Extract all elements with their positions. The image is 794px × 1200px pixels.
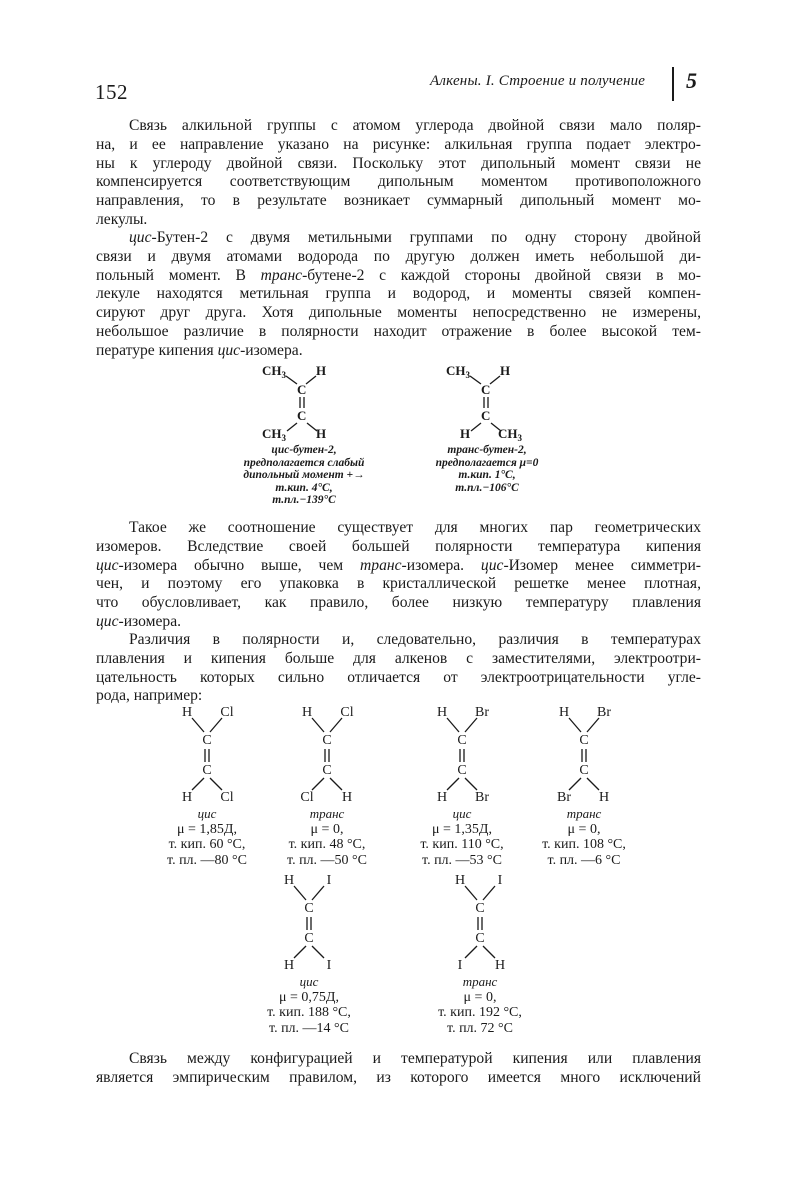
- text-line: Различия в полярности и, следовательно, различия в температурах: [129, 631, 701, 648]
- atom-label: H: [341, 790, 353, 805]
- bond-line: [294, 886, 306, 900]
- isomer-name: цис: [197, 806, 217, 821]
- atom-label: H: [181, 790, 193, 805]
- melting-point: т. пл. —53 °С: [422, 852, 502, 868]
- carbon-atom: C: [304, 901, 314, 916]
- melting-point: т. пл. —14 °С: [269, 1020, 349, 1036]
- text-run: -Изомер менее симметри-: [503, 556, 701, 574]
- haloalkene-caption: [147, 806, 267, 868]
- text-line: сируют друг друга. Хотя дипольные моменты непосредственно не измерены,: [96, 304, 701, 322]
- atom-label: Br: [475, 790, 489, 805]
- carbon-atom: C: [579, 733, 589, 748]
- running-title: Алкены. I. Строение и получение: [430, 73, 646, 89]
- melting-point: т.пл.−106°С: [455, 481, 519, 494]
- melting-point: т. пл. 72 °С: [447, 1020, 513, 1036]
- isomer-name: транс: [462, 974, 498, 989]
- dipole-moment: μ = 0,: [567, 821, 601, 837]
- bond-line: [312, 718, 324, 732]
- carbon-atom: C: [322, 733, 332, 748]
- carbon-atom: C: [475, 931, 485, 946]
- atom-label: H: [598, 790, 610, 805]
- text-line: [96, 557, 701, 576]
- caption-line: предполагается μ=0: [435, 456, 539, 469]
- text-line: цательность которых сильно отличается от электроотрицательности угле-: [96, 668, 701, 686]
- haloalkene-caption: [267, 806, 387, 868]
- boiling-point: т.кип. 4°С,: [275, 481, 333, 494]
- cis-butene-structure: [262, 363, 326, 443]
- text-line: плавления и кипения больше для алкенов с заместителями, электроотри-: [96, 649, 701, 667]
- bond-line: [587, 718, 599, 732]
- atom-label: H: [301, 705, 313, 720]
- atom-label: H: [181, 705, 193, 720]
- text-line: лекуле находятся метильная группа и водород, и моменты связей компен-: [96, 285, 701, 303]
- carbon-atom: C: [202, 763, 212, 778]
- h-atom: H: [460, 426, 471, 441]
- melting-point: т.пл.−139°С: [272, 494, 336, 506]
- bond-line: [192, 718, 204, 732]
- bond-line: [312, 886, 324, 900]
- atom-label: H: [283, 958, 295, 973]
- caption-line: дипольный момент +→: [243, 469, 365, 481]
- text-run: польный момент. В: [96, 266, 261, 284]
- haloalkene-structure: [264, 872, 354, 972]
- text-line: является эмпирическим правилом, из которого имеется много исключений: [96, 1068, 701, 1086]
- bond-line: [470, 376, 481, 384]
- isomer-name: транс: [566, 806, 602, 821]
- carbon-atom: C: [297, 382, 307, 397]
- page-number: 152: [95, 80, 128, 104]
- atom-label: I: [326, 873, 332, 888]
- boiling-point: т.кип. 1°С,: [458, 469, 516, 481]
- boiling-point: т. кип. 188 °С,: [267, 1005, 351, 1020]
- h-atom: H: [316, 426, 327, 441]
- haloalkene-structure: [282, 704, 372, 804]
- atom-label: H: [436, 790, 448, 805]
- bond-line: [286, 376, 297, 384]
- text-line: Такое же соотношение существует для многих пар геометрических: [129, 519, 701, 536]
- ch3-group: $CH_3$: [498, 426, 522, 443]
- text-run: -изомера.: [401, 556, 481, 574]
- italic-term: транс: [360, 556, 402, 574]
- carbon-atom: C: [202, 733, 212, 748]
- text-run: -изомера обычно выше, чем: [118, 556, 361, 574]
- text-run: -Бутен-2 с двумя метильными группами по одну сторону двойной: [151, 229, 701, 246]
- bond-line: [483, 946, 495, 958]
- bond-line: [465, 886, 477, 900]
- dipole-moment: μ = 0,75Д,: [279, 989, 339, 1005]
- boiling-point: т. кип. 60 °С,: [168, 837, 246, 852]
- italic-term: цис: [96, 612, 119, 630]
- bond-line: [483, 886, 495, 900]
- dipole-moment: μ = 1,85Д,: [177, 821, 237, 837]
- text-line: направления, то в результате возникает суммарный дипольный момент мо-: [96, 192, 701, 210]
- text-line: чен, и поэтому его упаковка в кристаллической решетке менее плотная,: [96, 575, 701, 593]
- text-line: Связь алкильной группы с атомом углерода двойной связи мало поляр-: [129, 117, 701, 134]
- haloalkene-structure: [539, 704, 629, 804]
- caption-line: цис-бутен-2,: [271, 444, 337, 456]
- melting-point: т. пл. —80 °С: [167, 852, 247, 868]
- atom-label: H: [436, 705, 448, 720]
- dipole-moment: μ = 1,35Д,: [432, 821, 492, 837]
- atom-label: Br: [475, 705, 489, 720]
- atom-label: Br: [557, 790, 571, 805]
- text-line: [96, 613, 701, 632]
- text-line: на, и ее направление указано на рисунке: алкильная группа подает электро-: [96, 135, 701, 153]
- bond-line: [287, 423, 297, 431]
- atom-label: Cl: [220, 790, 234, 805]
- atom-label: Cl: [300, 790, 314, 805]
- bond-line: [294, 946, 306, 958]
- bond-line: [587, 778, 599, 790]
- ch3-group: $CH_3$: [446, 363, 470, 380]
- text-line: рода, например:: [96, 687, 203, 705]
- haloalkene-caption: [524, 806, 644, 868]
- carbon-atom: C: [475, 901, 485, 916]
- text-line: лекулы.: [96, 210, 148, 228]
- chapter-number: 5: [686, 68, 697, 93]
- atom-label: H: [283, 873, 295, 888]
- cis-butene-caption: [229, 444, 379, 507]
- ch3-group: $CH_3$: [262, 363, 286, 380]
- atom-label: Cl: [220, 705, 234, 720]
- dipole-moment: μ = 0,: [463, 989, 497, 1005]
- dipole-arrow-icon: +→: [346, 469, 365, 481]
- text-line: Связь между конфигурацией и температурой кипения или плавления: [129, 1050, 701, 1067]
- trans-butene-structure: [446, 363, 523, 443]
- ch3-group: $CH_3$: [262, 426, 286, 443]
- atom-label: I: [457, 958, 463, 973]
- text-run: -изомера.: [118, 612, 182, 630]
- bond-line: [306, 376, 316, 384]
- haloalkene-structure: [162, 704, 252, 804]
- isomer-name: цис: [299, 974, 319, 989]
- isomer-name: транс: [309, 806, 345, 821]
- bond-line: [471, 423, 481, 431]
- atom-label: H: [558, 705, 570, 720]
- text-line: небольшое различие в полярности находит отражение в более высокой тем-: [96, 322, 701, 340]
- paragraph-geometric-isomers: [96, 519, 701, 632]
- haloalkene-caption: [420, 974, 540, 1036]
- bond-line: [465, 778, 477, 790]
- haloalkene-caption: [249, 974, 369, 1036]
- carbon-atom: C: [297, 408, 307, 423]
- bond-line: [465, 718, 477, 732]
- italic-term: цис: [480, 556, 504, 574]
- atom-label: I: [497, 873, 503, 888]
- isomer-name: цис: [452, 806, 472, 821]
- text-line: что обусловливает, как правило, более низкую температуру плавления: [96, 594, 701, 612]
- text-run: пературе кипения: [96, 341, 218, 359]
- haloalkene-structure: [417, 704, 507, 804]
- bond-line: [490, 376, 500, 384]
- boiling-point: т. кип. 192 °С,: [438, 1005, 522, 1020]
- carbon-atom: C: [457, 763, 467, 778]
- italic-term: цис: [96, 556, 119, 574]
- bond-line: [192, 778, 204, 790]
- caption-line: транс-бутен-2,: [447, 444, 527, 456]
- carbon-atom: C: [304, 931, 314, 946]
- text-line: компенсируется соответствующим дипольным моментом противоположного: [96, 173, 701, 191]
- paragraph-empirical-rule: [96, 1050, 701, 1088]
- bond-line: [569, 778, 581, 790]
- bond-line: [447, 778, 459, 790]
- caption-line: предполагается слабый: [243, 456, 365, 469]
- carbon-atom: C: [481, 408, 491, 423]
- text-run: -бутене-2 с каждой стороны двойной связи в мо-: [302, 266, 702, 284]
- melting-point: т. пл. —50 °С: [287, 852, 367, 868]
- bond-line: [330, 778, 342, 790]
- h-atom: H: [316, 363, 327, 378]
- bond-line: [330, 718, 342, 732]
- atom-label: Cl: [340, 705, 354, 720]
- atom-label: H: [454, 873, 466, 888]
- bond-line: [465, 946, 477, 958]
- carbon-atom: C: [481, 382, 491, 397]
- haloalkene-caption: [402, 806, 522, 868]
- h-atom: H: [500, 363, 511, 378]
- boiling-point: т. кип. 48 °С,: [288, 837, 366, 852]
- bond-line: [312, 946, 324, 958]
- trans-butene-caption: [412, 444, 562, 494]
- text-line: связи и двумя атомами водорода по другую должен иметь небольшой ди-: [96, 247, 701, 265]
- atom-label: Br: [597, 705, 611, 720]
- carbon-atom: C: [457, 733, 467, 748]
- atom-label: H: [494, 958, 506, 973]
- text-run: -изомера.: [240, 341, 303, 359]
- atom-label: I: [326, 958, 332, 973]
- boiling-point: т. кип. 108 °С,: [542, 837, 626, 852]
- italic-term: цис: [129, 229, 152, 246]
- italic-term: транс: [260, 266, 303, 284]
- italic-term: цис: [217, 341, 241, 359]
- bond-line: [569, 718, 581, 732]
- bond-line: [447, 718, 459, 732]
- bond-line: [312, 778, 324, 790]
- paragraph-substituents: [96, 631, 701, 706]
- text-line: изомеров. Вследствие своей большей полярности температура кипения: [96, 537, 701, 555]
- bond-line: [210, 778, 222, 790]
- bond-line: [210, 718, 222, 732]
- text-line: ны к углероду двойной связи. Поскольку этот дипольный момент связи не: [96, 154, 701, 172]
- dipole-moment: μ = 0,: [310, 821, 344, 837]
- haloalkene-structure: [435, 872, 525, 972]
- carbon-atom: C: [322, 763, 332, 778]
- carbon-atom: C: [579, 763, 589, 778]
- boiling-point: т. кип. 110 °С,: [420, 837, 504, 852]
- melting-point: т. пл. —6 °С: [547, 852, 621, 868]
